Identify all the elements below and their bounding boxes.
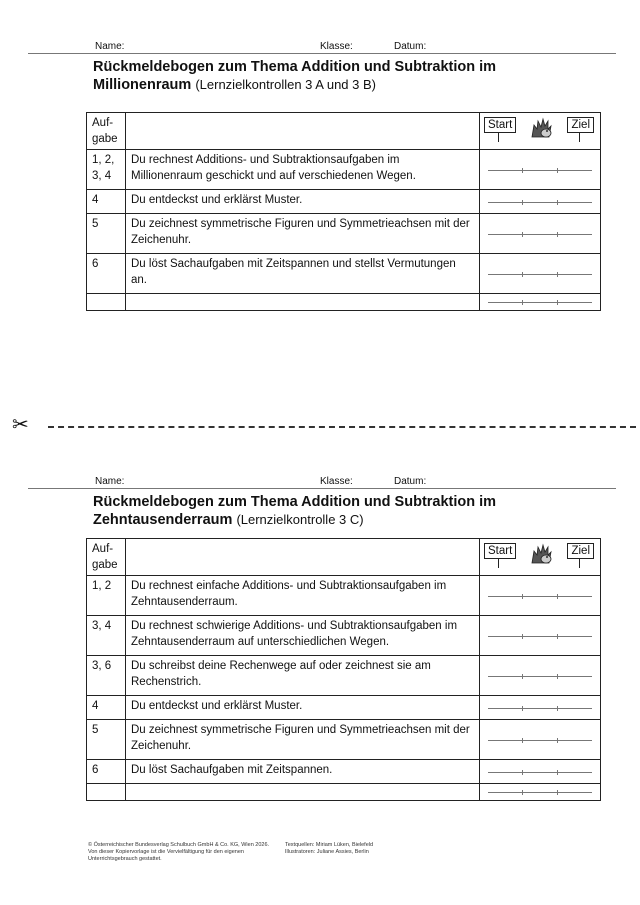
rating-line[interactable] — [488, 772, 592, 773]
aufgabe-header — [87, 539, 126, 576]
rating-tick — [557, 770, 558, 775]
rating-tick — [557, 168, 558, 173]
rating-tick — [522, 790, 523, 795]
table-row — [87, 616, 601, 656]
aufgabe-header-line-2: gabe — [92, 559, 118, 571]
rating-line[interactable] — [488, 708, 592, 709]
description-header — [126, 113, 480, 150]
task-description: Du löst Sachaufgaben mit Zeitspannen und stellst Vermutungen an. — [126, 254, 480, 294]
text-sources: Textquellen: Miriam Lüken, Bielefeld — [285, 842, 374, 848]
aufgabe-number: 6 — [87, 760, 126, 784]
rating-tick — [522, 706, 523, 711]
title-range: Millionenraum — [93, 77, 192, 93]
rating-line[interactable] — [488, 636, 592, 637]
ziel-label: Ziel — [567, 543, 594, 559]
cut-line — [48, 426, 636, 428]
aufgabe-header-line-2: gabe — [92, 133, 118, 145]
table-row — [87, 696, 601, 720]
aufgabe-number: 5 — [87, 720, 126, 760]
aufgabe-number: 4 — [87, 190, 126, 214]
sheet-title — [93, 58, 496, 94]
ziel-marker — [579, 559, 580, 568]
rating-tick — [522, 594, 523, 599]
rating-scale[interactable] — [480, 150, 601, 190]
title-line-1: Rückmeldebogen zum Thema Addition und Subtraktion im — [93, 59, 497, 75]
aufgabe-number[interactable] — [87, 784, 126, 801]
scale-header — [480, 539, 601, 576]
rating-scale[interactable] — [480, 214, 601, 254]
rating-tick — [522, 272, 523, 277]
table-row — [87, 656, 601, 696]
aufgabe-header-line-1: Auf- — [92, 117, 114, 129]
aufgabe-number: 4 — [87, 696, 126, 720]
table-row — [87, 720, 601, 760]
rating-scale[interactable] — [480, 720, 601, 760]
task-description: Du entdeckst und erklärst Muster. — [126, 696, 480, 720]
rating-tick — [522, 674, 523, 679]
title-subtitle: (Lernzielkontrolle 3 C) — [236, 512, 364, 527]
ziel-marker — [579, 133, 580, 142]
aufgabe-number: 1, 2 — [87, 576, 126, 616]
header-divider — [28, 488, 616, 489]
copyright-line-2: Von dieser Kopiervorlage ist die Vervielfältigung für den eigenen — [88, 849, 244, 855]
table-row — [87, 214, 601, 254]
aufgabe-number: 3, 6 — [87, 656, 126, 696]
rating-tick — [557, 738, 558, 743]
datum-label: Datum: — [394, 476, 427, 487]
task-description: Du entdeckst und erklärst Muster. — [126, 190, 480, 214]
rating-line[interactable] — [488, 792, 592, 793]
task-description: Du zeichnest symmetrische Figuren und Symmetrieachsen mit der Zeichenuhr. — [126, 720, 480, 760]
task-description: Du schreibst deine Rechenwege auf oder zeichnest sie am Rechenstrich. — [126, 656, 480, 696]
rating-tick — [557, 232, 558, 237]
rating-scale[interactable] — [480, 696, 601, 720]
klasse-label: Klasse: — [320, 476, 353, 487]
illustrators: Illustratoren: Juliane Assies, Berlin — [285, 849, 369, 855]
task-description[interactable] — [126, 784, 480, 801]
task-description: Du löst Sachaufgaben mit Zeitspannen. — [126, 760, 480, 784]
feedback-table — [86, 538, 601, 801]
table-header-row — [87, 539, 601, 576]
rating-tick — [522, 168, 523, 173]
rating-scale[interactable] — [480, 784, 601, 801]
scissors-icon: ✂ — [12, 414, 29, 436]
feedback-table — [86, 112, 601, 311]
rating-scale[interactable] — [480, 616, 601, 656]
aufgabe-number[interactable] — [87, 294, 126, 311]
task-description[interactable] — [126, 294, 480, 311]
start-label: Start — [484, 117, 516, 133]
rating-tick — [557, 200, 558, 205]
start-marker — [498, 559, 499, 568]
rating-tick — [557, 594, 558, 599]
table-row — [87, 190, 601, 214]
task-description: Du rechnest Additions- und Subtraktionsaufgaben im Millionenraum geschickt und auf verschiedenen Wegen. — [126, 150, 480, 190]
rating-scale[interactable] — [480, 576, 601, 616]
title-line-1: Rückmeldebogen zum Thema Addition und Subtraktion im — [93, 494, 497, 510]
name-label: Name: — [95, 41, 125, 52]
table-row — [87, 254, 601, 294]
rating-tick — [557, 706, 558, 711]
ziel-label: Ziel — [567, 117, 594, 133]
rating-tick — [557, 300, 558, 305]
rating-line[interactable] — [488, 202, 592, 203]
klasse-label: Klasse: — [320, 41, 353, 52]
title-range: Zehntausenderraum — [93, 512, 233, 528]
datum-label: Datum: — [394, 41, 427, 52]
rating-tick — [557, 272, 558, 277]
description-header — [126, 539, 480, 576]
table-row — [87, 784, 601, 801]
rating-tick — [557, 674, 558, 679]
rating-tick — [522, 300, 523, 305]
rating-line[interactable] — [488, 302, 592, 303]
aufgabe-number: 5 — [87, 214, 126, 254]
credits — [285, 842, 373, 856]
scale-header — [480, 113, 601, 150]
rating-line[interactable] — [488, 596, 592, 597]
rating-tick — [522, 738, 523, 743]
title-subtitle: (Lernzielkontrollen 3 A und 3 B) — [195, 77, 376, 92]
aufgabe-header — [87, 113, 126, 150]
rating-line[interactable] — [488, 274, 592, 275]
start-label: Start — [484, 543, 516, 559]
rating-tick — [557, 790, 558, 795]
rating-scale[interactable] — [480, 294, 601, 311]
name-label: Name: — [95, 476, 125, 487]
rating-scale[interactable] — [480, 656, 601, 696]
header-divider — [28, 53, 616, 54]
rating-tick — [522, 232, 523, 237]
rating-scale[interactable] — [480, 760, 601, 784]
rating-tick — [522, 770, 523, 775]
rating-tick — [522, 200, 523, 205]
rating-line[interactable] — [488, 676, 592, 677]
rating-tick — [557, 634, 558, 639]
table-row — [87, 150, 601, 190]
rating-scale[interactable] — [480, 254, 601, 294]
rating-line[interactable] — [488, 740, 592, 741]
table-row — [87, 294, 601, 311]
hedgehog-icon — [528, 541, 554, 567]
copyright-notice — [88, 842, 269, 863]
table-row — [87, 760, 601, 784]
title-line-2 — [93, 511, 496, 529]
start-marker — [498, 133, 499, 142]
aufgabe-header-line-1: Auf- — [92, 543, 114, 555]
table-row — [87, 576, 601, 616]
task-description: Du zeichnest symmetrische Figuren und Symmetrieachsen mit der Zeichenuhr. — [126, 214, 480, 254]
aufgabe-number: 3, 4 — [87, 616, 126, 656]
hedgehog-icon — [528, 115, 554, 141]
copyright-line-1: © Österreichischer Bundesverlag Schulbuch GmbH & Co. KG, Wien 2026. — [88, 842, 270, 848]
task-description: Du rechnest schwierige Additions- und Subtraktionsaufgaben im Zehntausenderraum auf unterschiedlichen Wegen. — [126, 616, 480, 656]
rating-line[interactable] — [488, 170, 592, 171]
task-description: Du rechnest einfache Additions- und Subtraktionsaufgaben im Zehntausenderraum. — [126, 576, 480, 616]
copyright-line-3: Unterrichtsgebrauch gestattet. — [88, 856, 162, 862]
title-line-2 — [93, 76, 496, 94]
rating-tick — [522, 634, 523, 639]
sheet-title — [93, 493, 496, 529]
rating-scale[interactable] — [480, 190, 601, 214]
aufgabe-number: 6 — [87, 254, 126, 294]
aufgabe-number: 1, 2, 3, 4 — [87, 150, 126, 190]
rating-line[interactable] — [488, 234, 592, 235]
table-header-row — [87, 113, 601, 150]
